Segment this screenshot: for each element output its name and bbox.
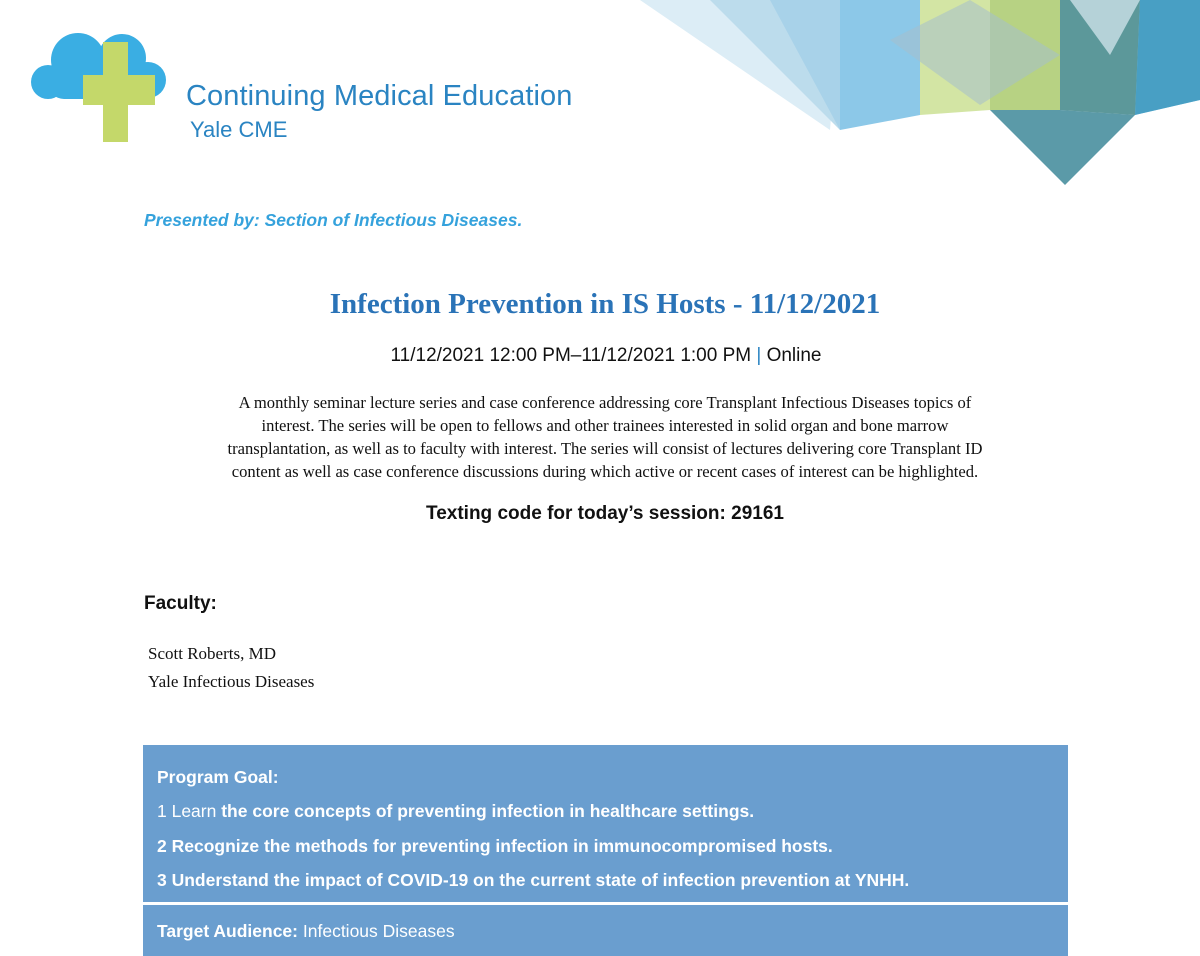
presented-by: Presented by: Section of Infectious Diseases.: [144, 210, 523, 230]
program-goal-item: [157, 801, 754, 822]
program-goal-item: [157, 836, 833, 857]
goal-text: the core concepts of preventing infection in healthcare settings.: [221, 801, 755, 821]
target-audience-label: Target Audience:: [157, 921, 298, 941]
time-separator: |: [756, 345, 762, 366]
description-line: transplantation, as well as to faculty with interest. The series will consist of lectures delivering core Transplant ID: [227, 439, 983, 458]
event-description: [150, 391, 1060, 483]
event-title: Infection Prevention in IS Hosts - 11/12/2021: [329, 288, 881, 320]
description-line: content as well as case conference discussions during which active or recent cases of interest can be highlighted.: [231, 462, 979, 481]
faculty-list: [148, 640, 314, 696]
description-line: interest. The series will be open to fellows and other trainees interested in solid organ and bone marrow: [261, 416, 949, 435]
goal-text: the methods for preventing infection in immunocompromised hosts.: [263, 836, 833, 856]
goal-prefix: 2 Recognize: [157, 836, 264, 856]
program-goal-box: [143, 745, 1068, 956]
goal-prefix: 3 Understand: [157, 870, 274, 890]
faculty-heading: Faculty:: [144, 593, 217, 614]
decorative-corner-graphic: [640, 0, 1200, 190]
faculty-name: Scott Roberts, MD: [148, 644, 276, 663]
program-goal-heading: Program Goal:: [157, 767, 279, 787]
event-time-line: [0, 345, 1200, 367]
target-audience: [157, 921, 455, 942]
goal-divider: [143, 902, 1068, 905]
faculty-affiliation: Yale Infectious Diseases: [148, 672, 315, 691]
description-line: A monthly seminar lecture series and case conference addressing core Transplant Infectious Diseases topics of: [238, 393, 972, 412]
texting-code: Texting code for today’s session: 29161: [426, 503, 784, 524]
goal-text: the impact of COVID-19 on the current state of infection prevention at YNHH.: [273, 870, 910, 890]
target-audience-value: Infectious Diseases: [302, 921, 455, 941]
event-location: Online: [766, 345, 822, 366]
event-time: 11/12/2021 12:00 PM–11/12/2021 1:00 PM: [390, 345, 752, 366]
goal-prefix: 1 Learn: [157, 801, 222, 821]
cloud-cross-logo-icon: [30, 30, 180, 145]
brand-subtitle: Yale CME: [190, 117, 288, 142]
program-goal-item: [157, 870, 909, 891]
brand-title: Continuing Medical Education: [186, 80, 573, 112]
